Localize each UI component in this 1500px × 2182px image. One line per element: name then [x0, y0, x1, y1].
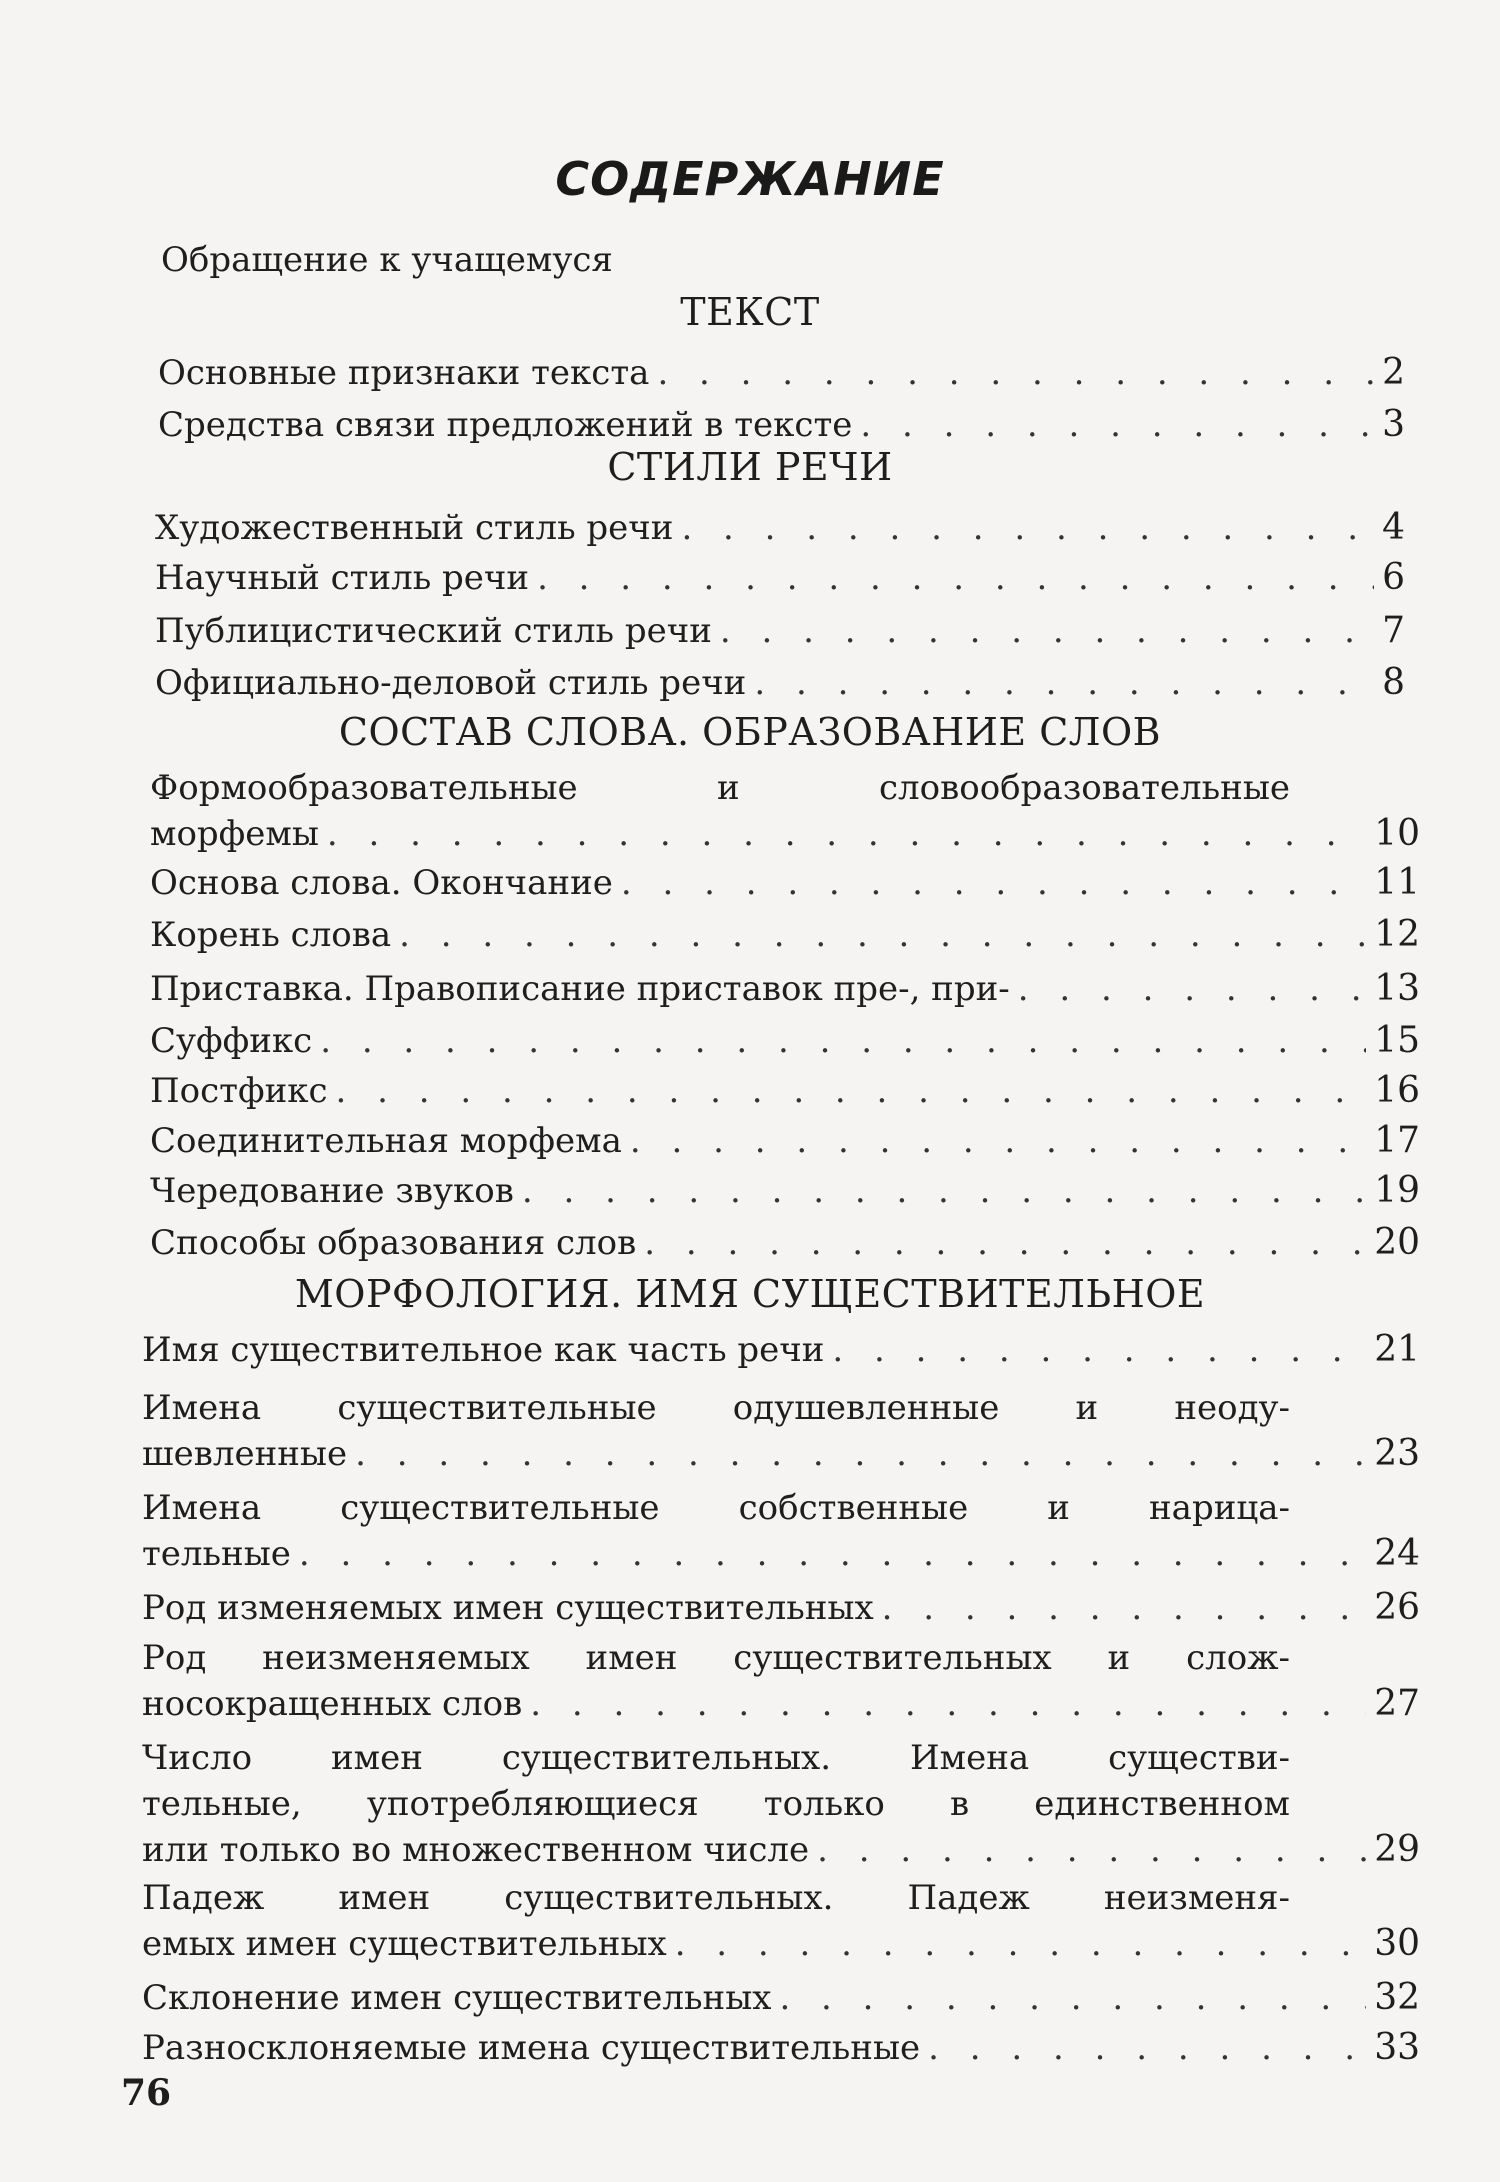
toc-entry-title: Основа слова. Окончание [150, 863, 613, 903]
toc-entry-title: Разносклоняемые имена существительные [142, 2028, 921, 2068]
dot-leader [621, 860, 1366, 906]
dot-leader [336, 1068, 1367, 1114]
toc-entry-page: 7 [1382, 610, 1405, 651]
toc-entry-title: Род изменяемых имен существительных [142, 1588, 874, 1628]
toc-entry-title: морфемы [150, 814, 319, 854]
toc-entry-page: 2 [1382, 352, 1405, 393]
toc-entry-page: 13 [1374, 968, 1420, 1009]
toc-entry-title: Художественный стиль речи [155, 508, 674, 548]
dot-leader [882, 1585, 1367, 1631]
toc-entry-page: 4 [1382, 507, 1405, 548]
toc-entry[interactable] [150, 860, 1420, 906]
toc-entry-page: 10 [1374, 813, 1420, 854]
toc-entry-page: 27 [1374, 1683, 1420, 1724]
toc-entry[interactable] [150, 912, 1420, 958]
toc-entry[interactable] [142, 2025, 1420, 2071]
dot-leader [657, 350, 1374, 396]
toc-entry[interactable] [155, 660, 1405, 706]
dot-leader [928, 2025, 1366, 2071]
toc-entry[interactable] [142, 1585, 1420, 1631]
dot-leader [832, 1327, 1366, 1373]
toc-entry-page: 26 [1374, 1587, 1420, 1628]
intro-entry: Обращение к учащемуся [161, 240, 613, 280]
toc-entry[interactable] [142, 1485, 1420, 1577]
toc-entry-title: Склонение имен существительных [142, 1978, 772, 2018]
toc-entry[interactable] [142, 1385, 1420, 1477]
toc-entry[interactable] [150, 1118, 1420, 1164]
toc-entry-title: Официально-деловой стиль речи [155, 663, 747, 703]
toc-entry[interactable] [155, 555, 1405, 601]
toc-entry-title: Способы образования слов [150, 1223, 637, 1263]
toc-entry-page: 19 [1374, 1170, 1420, 1211]
dot-leader [630, 1118, 1366, 1164]
toc-entry-page: 6 [1382, 557, 1405, 598]
dot-leader [320, 1018, 1366, 1064]
toc-entry-title: Научный стиль речи [155, 558, 530, 598]
dot-leader [779, 1975, 1366, 2021]
page-title: СОДЕРЖАНИЕ [555, 152, 945, 206]
toc-entry[interactable] [150, 1018, 1420, 1064]
toc-entry-page: 15 [1374, 1020, 1420, 1061]
toc-entry-page: 24 [1374, 1533, 1420, 1574]
section-heading: СОСТАВ СЛОВА. ОБРАЗОВАНИЕ СЛОВ [338, 710, 1162, 754]
toc-entry-page: 32 [1374, 1977, 1420, 2018]
toc-entry-title: Постфикс [150, 1071, 328, 1111]
dot-leader [530, 1681, 1366, 1727]
toc-entry-page: 20 [1374, 1222, 1420, 1263]
toc-entry-page: 17 [1374, 1120, 1420, 1161]
toc-entry-page: 33 [1374, 2027, 1420, 2068]
dot-leader [399, 912, 1366, 958]
toc-entry-page: 11 [1374, 862, 1420, 903]
toc-entry-title: Корень слова [150, 915, 392, 955]
toc-entry-page: 3 [1382, 404, 1405, 445]
toc-entry-title: Имя существительное как часть речи [142, 1330, 825, 1370]
toc-entry-title: Имена существительные собственные и нарица- [142, 1488, 1290, 1528]
dot-leader [537, 555, 1374, 601]
toc-entry[interactable] [158, 350, 1405, 396]
toc-entry-title: Число имен существительных. Имена существи- [142, 1738, 1290, 1778]
dot-leader [754, 660, 1374, 706]
toc-entry[interactable] [150, 1068, 1420, 1114]
toc-entry-page: 12 [1374, 914, 1420, 955]
toc-entry[interactable] [150, 1168, 1420, 1214]
dot-leader [644, 1220, 1366, 1266]
page-number: 76 [121, 2072, 172, 2114]
toc-entry-page: 21 [1374, 1329, 1420, 1370]
toc-entry-title: Чередование звуков [150, 1171, 514, 1211]
dot-leader [355, 1431, 1366, 1477]
toc-entry-title: Приставка. Правописание приставок пре-, при- [150, 969, 1010, 1009]
toc-entry-title: шевленные [142, 1434, 348, 1474]
toc-entry-title: или только во множественном числе [142, 1830, 810, 1870]
dot-leader [327, 811, 1366, 857]
dot-leader [675, 1921, 1367, 1967]
toc-entry-title: носокращенных слов [142, 1684, 523, 1724]
toc-entry-title: Формообразовательные и словообразовательные [150, 768, 1290, 808]
dot-leader [299, 1531, 1366, 1577]
toc-entry[interactable] [155, 505, 1405, 551]
toc-entry-page: 8 [1382, 662, 1405, 703]
toc-entry[interactable] [142, 1975, 1420, 2021]
toc-entry-title: Род неизменяемых имен существительных и слож- [142, 1638, 1290, 1678]
dot-leader [720, 608, 1374, 654]
toc-entry[interactable] [150, 1220, 1420, 1266]
toc-entry[interactable] [142, 1735, 1420, 1873]
dot-leader [1018, 966, 1366, 1012]
toc-entry[interactable] [150, 765, 1420, 857]
toc-entry-title: Падеж имен существительных. Падеж неизменя- [142, 1878, 1290, 1918]
toc-entry-title: Суффикс [150, 1021, 313, 1061]
toc-entry[interactable] [142, 1327, 1420, 1373]
section-heading: МОРФОЛОГИЯ. ИМЯ СУЩЕСТВИТЕЛЬНОЕ [294, 1272, 1206, 1316]
dot-leader [860, 402, 1374, 448]
toc-entry-title: емых имен существительных [142, 1924, 667, 1964]
toc-entry-title: Имена существительные одушевленные и неоду- [142, 1388, 1290, 1428]
dot-leader [681, 505, 1374, 551]
toc-entry-title: Основные признаки текста [158, 353, 650, 393]
toc-entry-title: Средства связи предложений в тексте [158, 405, 853, 445]
toc-entry[interactable] [158, 402, 1405, 448]
toc-entry-title: тельные, употребляющиеся только в единственном [142, 1784, 1290, 1824]
section-heading: ТЕКСТ [680, 290, 820, 334]
toc-entry[interactable] [142, 1635, 1420, 1727]
toc-entry-title: Публицистический стиль речи [155, 611, 712, 651]
toc-entry-page: 29 [1374, 1829, 1420, 1870]
toc-entry-page: 16 [1374, 1070, 1420, 1111]
toc-entry-title: тельные [142, 1534, 291, 1574]
toc-entry[interactable] [155, 608, 1405, 654]
toc-entry-page: 30 [1374, 1923, 1420, 1964]
dot-leader [522, 1168, 1366, 1214]
dot-leader [817, 1827, 1366, 1873]
toc-entry-page: 23 [1374, 1433, 1420, 1474]
section-heading: СТИЛИ РЕЧИ [607, 445, 893, 489]
toc-entry[interactable] [142, 1875, 1420, 1967]
toc-entry-title: Соединительная морфема [150, 1121, 622, 1161]
toc-entry[interactable] [150, 966, 1420, 1012]
